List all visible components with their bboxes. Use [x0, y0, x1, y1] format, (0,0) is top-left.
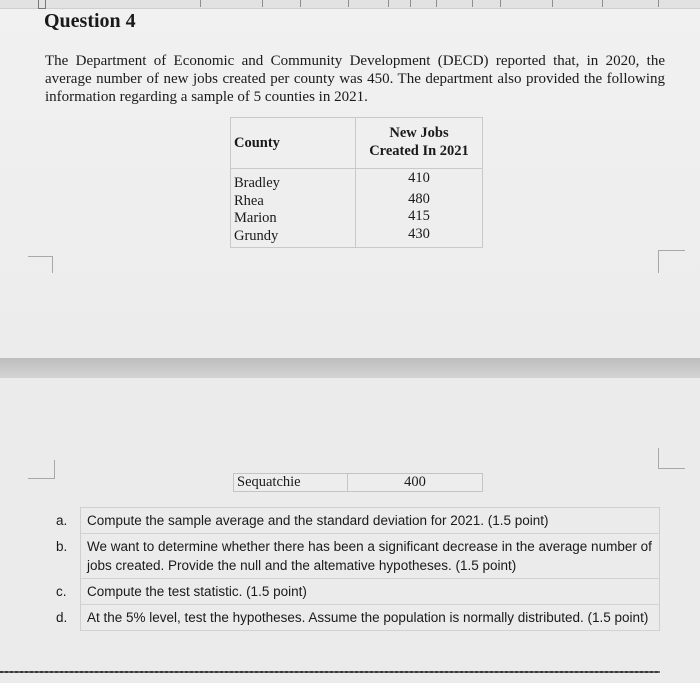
page-break-gap	[0, 358, 700, 378]
county-column-header: County	[231, 118, 356, 169]
table-header-row	[231, 118, 483, 169]
margin-mark-icon	[38, 0, 46, 9]
table-edge-tick	[388, 0, 389, 7]
part-letter: b.	[56, 539, 68, 554]
table-edge-tick	[472, 0, 473, 7]
jobs-cell	[356, 169, 483, 248]
county-name: Grundy	[234, 227, 279, 244]
margin-corner-mark	[28, 256, 53, 273]
part-text: At the 5% level, test the hypotheses. Assume the population is normally distributed. (1.5 point)	[87, 610, 649, 625]
table-edge-tick	[552, 0, 553, 7]
county-name: Rhea	[234, 192, 264, 209]
sequatchie-table	[233, 473, 483, 492]
jobs-value: 430	[408, 225, 430, 242]
part-letter: c.	[56, 584, 67, 599]
jobs-value: 400	[348, 474, 483, 492]
table-edge-tick	[262, 0, 263, 7]
jobs-header-line: New Jobs	[389, 125, 449, 141]
table-row	[234, 474, 483, 492]
margin-corner-mark	[658, 448, 685, 469]
county-name: Sequatchie	[234, 474, 348, 492]
table-edge-tick	[200, 0, 201, 7]
table-edge-tick	[500, 0, 501, 7]
table-edge-tick	[300, 0, 301, 7]
part-text: We want to determine whether there has been a significant decrease in the average number of jobs created. Provide the null and the altemative hypotheses. (1.5 point)	[87, 539, 652, 573]
jobs-table	[230, 117, 483, 248]
question-part-b	[56, 534, 659, 579]
county-name: Bradley	[234, 175, 280, 191]
part-letter: a.	[56, 513, 68, 528]
jobs-value: 410	[408, 170, 430, 186]
table-edge-tick	[602, 0, 603, 7]
table-edge-tick	[436, 0, 437, 7]
margin-corner-mark	[28, 460, 55, 479]
question-part-c	[56, 579, 659, 605]
part-text: Compute the sample average and the standard deviation for 2021. (1.5 point)	[87, 513, 549, 528]
jobs-value: 415	[408, 208, 430, 224]
question-parts	[56, 507, 660, 631]
bottom-dashed-rule	[0, 671, 660, 673]
table-edge-tick	[348, 0, 349, 7]
jobs-header-line: Created In 2021	[369, 143, 469, 159]
question-part-a	[56, 508, 659, 534]
jobs-value: 480	[408, 190, 430, 207]
part-text: Compute the test statistic. (1.5 point)	[87, 584, 307, 599]
part-letter: d.	[56, 610, 68, 625]
jobs-column-header	[356, 118, 483, 169]
table-row	[231, 169, 483, 248]
county-cell	[231, 169, 356, 248]
county-name: Marion	[234, 210, 277, 226]
margin-corner-mark	[658, 250, 685, 273]
table-edge-tick	[410, 0, 411, 7]
question-part-d	[56, 605, 659, 631]
question-intro: The Department of Economic and Community Development (DECD) reported that, in 2020, the average number of new jobs created per county was 450. The department also provided the following information regarding a sample of 5 counties in 2021.	[45, 53, 665, 105]
question-title: Question 4	[44, 10, 136, 32]
table-edge-tick	[658, 0, 659, 7]
top-table-edge	[0, 0, 700, 9]
